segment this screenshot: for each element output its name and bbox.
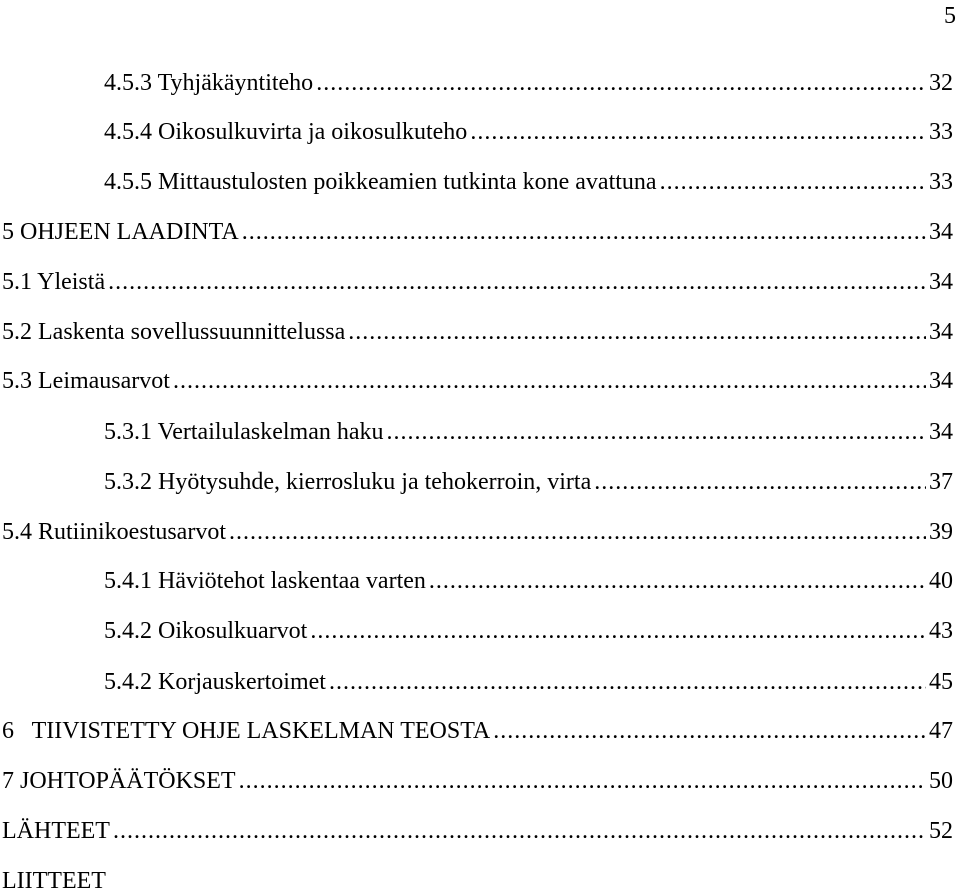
toc-entry-page: 34 — [929, 219, 953, 245]
toc-entry-page: 34 — [929, 319, 953, 345]
toc-leader-dots — [113, 816, 926, 846]
toc-entry[interactable] — [2, 816, 953, 846]
toc-leader-dots — [108, 267, 926, 297]
toc-entry[interactable] — [2, 366, 953, 396]
toc-leader-dots — [660, 167, 926, 197]
toc-entry-page: 43 — [929, 618, 953, 644]
toc-entry-label: 5.4.2 Oikosulkuarvot — [104, 618, 308, 644]
toc-entry[interactable] — [104, 667, 953, 697]
toc-entry[interactable] — [2, 716, 953, 746]
toc-leader-dots — [348, 317, 926, 347]
toc-entry-label: LÄHTEET — [2, 818, 110, 844]
toc-entry-page: 34 — [929, 419, 953, 445]
toc-leader-dots — [493, 716, 926, 746]
toc-entry-page: 40 — [929, 568, 953, 594]
toc-entry-label: 4.5.3 Tyhjäkäyntiteho — [104, 70, 314, 96]
toc-leader-dots — [242, 217, 926, 247]
toc-entry-label: 5 OHJEEN LAADINTA — [2, 219, 239, 245]
toc-entry-label: 5.3 Leimausarvot — [2, 368, 170, 394]
toc-entry-page: 34 — [929, 269, 953, 295]
toc-leader-dots — [239, 766, 926, 796]
toc-entry-label: 5.4.1 Häviötehot laskentaa varten — [104, 568, 426, 594]
toc-entry[interactable] — [2, 517, 953, 547]
toc-entry[interactable] — [2, 217, 953, 247]
toc-entry-page: 45 — [929, 669, 953, 695]
toc-entry-page: 50 — [929, 768, 953, 794]
toc-leader-dots — [470, 117, 926, 147]
toc-entry-page: 39 — [929, 519, 953, 545]
toc-entry[interactable] — [2, 766, 953, 796]
toc-entry-label: 6 TIIVISTETTY OHJE LASKELMAN TEOSTA — [2, 718, 491, 744]
toc-entry-label: 4.5.5 Mittaustulosten poikkeamien tutkinta kone avattuna — [104, 169, 657, 195]
toc-entry-page: 37 — [929, 469, 953, 495]
toc-leader-dots — [429, 566, 926, 596]
toc-entry[interactable] — [2, 267, 953, 297]
toc-entry-page: 34 — [929, 368, 953, 394]
toc-entry[interactable] — [104, 417, 953, 447]
toc-leader-dots — [329, 667, 926, 697]
page-number: 5 — [944, 3, 956, 29]
toc-entry-label: 5.2 Laskenta sovellussuunnittelussa — [2, 319, 346, 345]
toc-entry[interactable] — [104, 566, 953, 596]
toc-entry-page: 33 — [929, 119, 953, 145]
toc-entry[interactable] — [104, 616, 953, 646]
toc-entry[interactable] — [104, 117, 953, 147]
toc-leader-dots — [316, 68, 926, 98]
toc-entry[interactable] — [104, 68, 953, 98]
toc-entry-page: 47 — [929, 718, 953, 744]
toc-entry-label: 5.3.2 Hyötysuhde, kierrosluku ja tehokerroin, virta — [104, 469, 592, 495]
toc-entry-label: 5.4 Rutiinikoestusarvot — [2, 519, 226, 545]
toc-entry-label: 5.4.2 Korjauskertoimet — [104, 669, 326, 695]
toc-entry[interactable] — [104, 467, 953, 497]
toc-entry-page: 52 — [929, 818, 953, 844]
toc-leader-dots — [387, 417, 927, 447]
toc-entry-page: 33 — [929, 169, 953, 195]
toc-leader-dots — [310, 616, 926, 646]
toc-leader-dots — [594, 467, 926, 497]
toc-entry-label: 5.1 Yleistä — [2, 269, 106, 295]
toc-leader-dots — [229, 517, 926, 547]
toc-entry-label: 7 JOHTOPÄÄTÖKSET — [2, 768, 236, 794]
toc-entry-label: 5.3.1 Vertailulaskelman haku — [104, 419, 384, 445]
toc-leader-dots — [173, 366, 926, 396]
toc-entry-label: 4.5.4 Oikosulkuvirta ja oikosulkuteho — [104, 119, 468, 145]
toc-entry[interactable] — [104, 167, 953, 197]
toc-entry-label[interactable]: LIITTEET — [2, 868, 106, 894]
toc-entry-page: 32 — [929, 70, 953, 96]
toc-entry[interactable] — [2, 317, 953, 347]
